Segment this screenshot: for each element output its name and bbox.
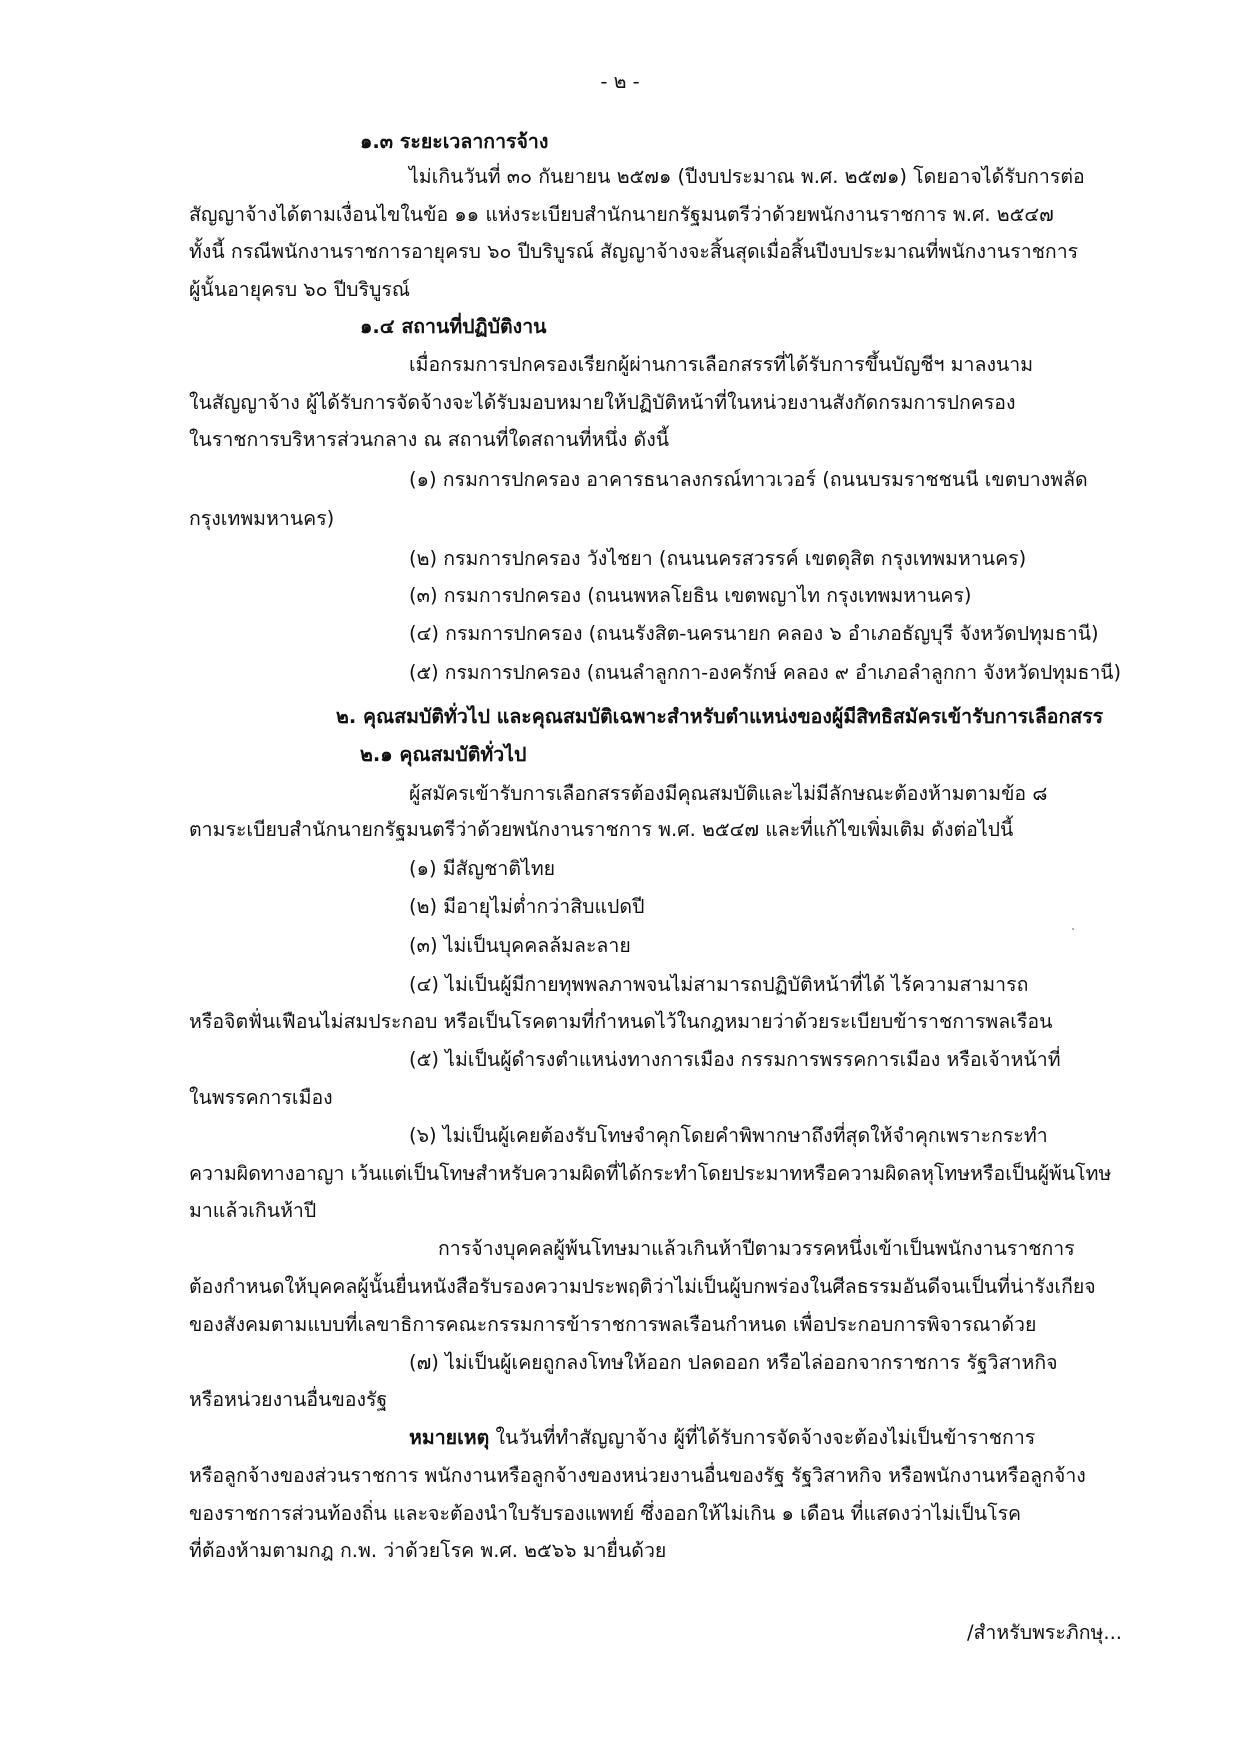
note-label: หมายเหตุ: [409, 1426, 490, 1449]
section-1-4-line: ในสัญญาจ้าง ผู้ได้รับการจัดจ้างจะได้รับมอบหมายให้ปฏิบัติหน้าที่ในหน่วยงานสังกัดกรมการปกครอง: [189, 391, 1016, 414]
section-1-3-line: ผู้นั้นอายุครบ ๖๐ ปีบริบูรณ์: [189, 278, 410, 301]
place-item: (๔) กรมการปกครอง (ถนนรังสิต-นครนายก คลอง ๖ อำเภอธัญบุรี จังหวัดปทุมธานี): [409, 622, 1099, 645]
page-number: - ๒ -: [600, 70, 640, 93]
note-text: ในวันที่ทำสัญญาจ้าง ผู้ที่ได้รับการจัดจ้างจะต้องไม่เป็นข้าราชการ: [489, 1426, 1036, 1449]
qualification-item: ต้องกำหนดให้บุคคลผู้นั้นยื่นหนังสือรับรองความประพฤติว่าไม่เป็นผู้บกพร่องในศีลธรรมอันดีจนเป็นที่น่ารังเกียจ: [189, 1275, 1096, 1298]
qualification-item: ในพรรคการเมือง: [189, 1086, 333, 1109]
section-1-4-line: ในราชการบริหารส่วนกลาง ณ สถานที่ใดสถานที่หนึ่ง ดังนี้: [189, 428, 670, 451]
qualification-item: (๓) ไม่เป็นบุคคลล้มละลาย: [409, 934, 631, 957]
qualification-item: หรือจิตฟั่นเฟือนไม่สมประกอบ หรือเป็นโรคตามที่กำหนดไว้ในกฎหมายว่าด้วยระเบียบข้าราชการพลเรือน: [189, 1010, 1053, 1033]
qualification-item: (๕) ไม่เป็นผู้ดำรงตำแหน่งทางการเมือง กรรมการพรรคการเมือง หรือเจ้าหน้าที่: [409, 1048, 1061, 1071]
section-2-1-heading: ๒.๑ คุณสมบัติทั่วไป: [360, 743, 527, 766]
section-2-heading: ๒. คุณสมบัติทั่วไป และคุณสมบัติเฉพาะสำหรับตำแหน่งของผู้มีสิทธิสมัครเข้ารับการเลือกสรร: [336, 705, 1104, 728]
section-1-3-line: ทั้งนี้ กรณีพนักงานราชการอายุครบ ๖๐ ปีบริบูรณ์ สัญญาจ้างจะสิ้นสุดเมื่อสิ้นปีงบประมาณที่พนักงานราชการ: [189, 240, 1079, 263]
qualification-item: (๒) มีอายุไม่ต่ำกว่าสิบแปดปี: [409, 895, 645, 918]
section-1-3-line: สัญญาจ้างได้ตามเงื่อนไขในข้อ ๑๑ แห่งระเบียบสำนักนายกรัฐมนตรีว่าด้วยพนักงานราชการ พ.ศ. ๒๕๔๗: [189, 203, 1054, 226]
continuation-marker: /สำหรับพระภิกษุ...: [966, 1621, 1122, 1644]
qualification-item: หรือหน่วยงานอื่นของรัฐ: [189, 1388, 388, 1411]
note-line: หรือลูกจ้างของส่วนราชการ พนักงานหรือลูกจ้างของหน่วยงานอื่นของรัฐ รัฐวิสาหกิจ หรือพนักงานหรือลูกจ้าง: [189, 1464, 1086, 1487]
qualification-item: การจ้างบุคคลผู้พ้นโทษมาแล้วเกินห้าปีตามวรรคหนึ่งเข้าเป็นพนักงานราชการ: [438, 1237, 1075, 1260]
section-1-4-line: เมื่อกรมการปกครองเรียกผู้ผ่านการเลือกสรรที่ได้รับการขึ้นบัญชีฯ มาลงนาม: [409, 353, 1034, 376]
section-1-4-heading: ๑.๔ สถานที่ปฏิบัติงาน: [360, 315, 547, 338]
qualification-item: (๔) ไม่เป็นผู้มีกายทุพพลภาพจนไม่สามารถปฏิบัติหน้าที่ได้ ไร้ความสามารถ: [409, 973, 1029, 996]
qualification-item: (๗) ไม่เป็นผู้เคยถูกลงโทษให้ออก ปลดออก หรือไล่ออกจากราชการ รัฐวิสาหกิจ: [409, 1351, 1058, 1374]
section-2-intro-line: ตามระเบียบสำนักนายกรัฐมนตรีว่าด้วยพนักงานราชการ พ.ศ. ๒๕๔๗ และที่แก้ไขเพิ่มเติม ดังต่อไปนี้: [189, 818, 1014, 841]
section-2-intro-line: ผู้สมัครเข้ารับการเลือกสรรต้องมีคุณสมบัติและไม่มีลักษณะต้องห้ามตามข้อ ๘: [409, 782, 1048, 805]
qualification-item: (๑) มีสัญชาติไทย: [409, 857, 556, 880]
qualification-item: (๖) ไม่เป็นผู้เคยต้องรับโทษจำคุกโดยคำพิพากษาถึงที่สุดให้จำคุกเพราะกระทำ: [409, 1124, 1048, 1147]
section-1-3-heading: ๑.๓ ระยะเวลาการจ้าง: [360, 130, 549, 153]
scan-speck: [1072, 928, 1074, 930]
place-item: (๓) กรมการปกครอง (ถนนพหลโยธิน เขตพญาไท กรุงเทพมหานคร): [409, 584, 972, 607]
place-item: (๑) กรมการปกครอง อาคารธนาลงกรณ์ทาวเวอร์ (ถนนบรมราชชนนี เขตบางพลัด: [409, 468, 1088, 491]
section-1-3-line: ไม่เกินวันที่ ๓๐ กันยายน ๒๕๗๑ (ปีงบประมาณ พ.ศ. ๒๕๗๑) โดยอาจได้รับการต่อ: [409, 165, 1085, 188]
place-item: (๒) กรมการปกครอง วังไชยา (ถนนนครสวรรค์ เขตดุสิต กรุงเทพมหานคร): [409, 547, 1027, 570]
note-line: ที่ต้องห้ามตามกฎ ก.พ. ว่าด้วยโรค พ.ศ. ๒๕๖๖ มายื่นด้วย: [189, 1539, 667, 1562]
qualification-item: ของสังคมตามแบบที่เลขาธิการคณะกรรมการข้าราชการพลเรือนกำหนด เพื่อประกอบการพิจารณาด้วย: [189, 1313, 1037, 1336]
place-item: (๕) กรมการปกครอง (ถนนลำลูกกา-องครักษ์ คลอง ๙ อำเภอลำลูกกา จังหวัดปทุมธานี): [409, 661, 1122, 684]
note-line: [409, 1424, 1035, 1452]
qualification-item: มาแล้วเกินห้าปี: [189, 1199, 317, 1222]
qualification-item: ความผิดทางอาญา เว้นแต่เป็นโทษสำหรับความผิดที่ได้กระทำโดยประมาทหรือความผิดลหุโทษหรือเป็นผู้พ้นโทษ: [189, 1162, 1112, 1185]
note-line: ของราชการส่วนท้องถิ่น และจะต้องนำใบรับรองแพทย์ ซึ่งออกให้ไม่เกิน ๑ เดือน ที่แสดงว่าไม่เป็นโรค: [189, 1502, 1022, 1525]
place-item: กรุงเทพมหานคร): [189, 507, 335, 530]
